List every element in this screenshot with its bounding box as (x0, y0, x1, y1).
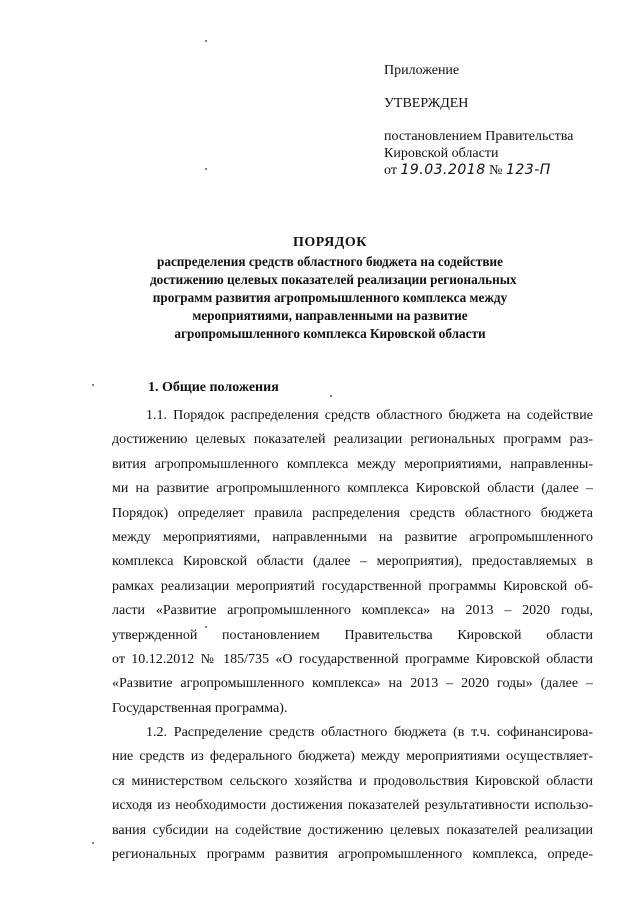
resolution-line-2: Кировской области (384, 146, 499, 161)
paragraph-line: Порядок) определяет правила распределения средств областного бюджета (112, 505, 593, 521)
paragraph-line: 1.2. Распределение средств областного бюджета (в т.ч. софинансирова- (146, 725, 593, 741)
paragraph-line: от 10.12.2012 № 185/735 «О государственной программе Кировской области (112, 651, 593, 667)
handwritten-date: 19.03.2018 (400, 162, 486, 178)
body-text (112, 404, 593, 867)
paragraph-line: вания субсидии на содействие достижению целевых показателей реализации (112, 822, 593, 838)
scan-speck (205, 626, 207, 628)
paragraph-line: исходя из необходимости достижения показателей результативности использо- (112, 798, 593, 814)
paragraph-line: Государственная программа). (112, 700, 288, 716)
title-line: программ развития агропромышленного комплекса между (152, 290, 508, 305)
title-line: достижению целевых показателей реализации региональных (150, 272, 517, 287)
scan-speck (205, 40, 207, 42)
resolution-date-number (384, 162, 624, 179)
paragraph-line: достижению целевых показателей реализации региональных программ раз- (112, 432, 593, 448)
scan-speck (92, 842, 94, 844)
section-heading: 1. Общие положения (148, 380, 279, 395)
number-prefix: № (489, 163, 503, 178)
paragraph-line: ся министерством сельского хозяйства и продовольствия Кировской области (112, 773, 593, 789)
paragraph-line: утвержденной постановлением Правительства Кировской области (112, 627, 593, 643)
title-main: ПОРЯДОК (293, 235, 367, 250)
paragraph-line: комплекса Кировской области (далее – мероприятия), предоставляемых в (112, 554, 593, 570)
paragraph-line: региональных программ развития агропромышленного комплекса, опреде- (112, 847, 593, 863)
approval-block (384, 62, 624, 179)
resolution-line-1: постановлением Правительства (384, 129, 574, 144)
appendix-label: Приложение (384, 63, 460, 78)
paragraph-line: ласти «Развитие агропромышленного комплекса» на 2013 – 2020 годы, (112, 603, 593, 619)
title-line: мероприятиями, направленными на развитие (192, 308, 468, 323)
paragraph-line: ние средств из федерального бюджета) между мероприятиями осуществляет- (112, 749, 593, 765)
title-line: распределения средств областного бюджета на содействие (157, 254, 503, 269)
scan-speck (205, 168, 207, 170)
handwritten-number: 123-П (505, 162, 551, 178)
paragraph-line: «Развитие агропромышленного комплекса» на 2013 – 2020 годы» (далее – (112, 676, 593, 692)
paragraph-line: ми на развитие агропромышленного комплекса Кировской области (далее – (112, 481, 593, 497)
document-title (150, 234, 517, 343)
title-line: агропромышленного комплекса Кировской области (174, 326, 486, 341)
scan-speck (92, 384, 94, 386)
scan-speck (330, 395, 332, 397)
approved-label: УТВЕРЖДЕН (384, 96, 469, 111)
paragraph-line: 1.1. Порядок распределения средств областного бюджета на содействие (146, 408, 593, 423)
paragraph-line: между мероприятиями, направленными на развитие агропромышленного (112, 529, 593, 545)
paragraph-line: вития агропромышленного комплекса между мероприятиями, направленны- (112, 456, 593, 472)
date-prefix: от (384, 163, 397, 178)
paragraph-line: рамках реализации мероприятий государственной программы Кировской об- (112, 578, 593, 594)
